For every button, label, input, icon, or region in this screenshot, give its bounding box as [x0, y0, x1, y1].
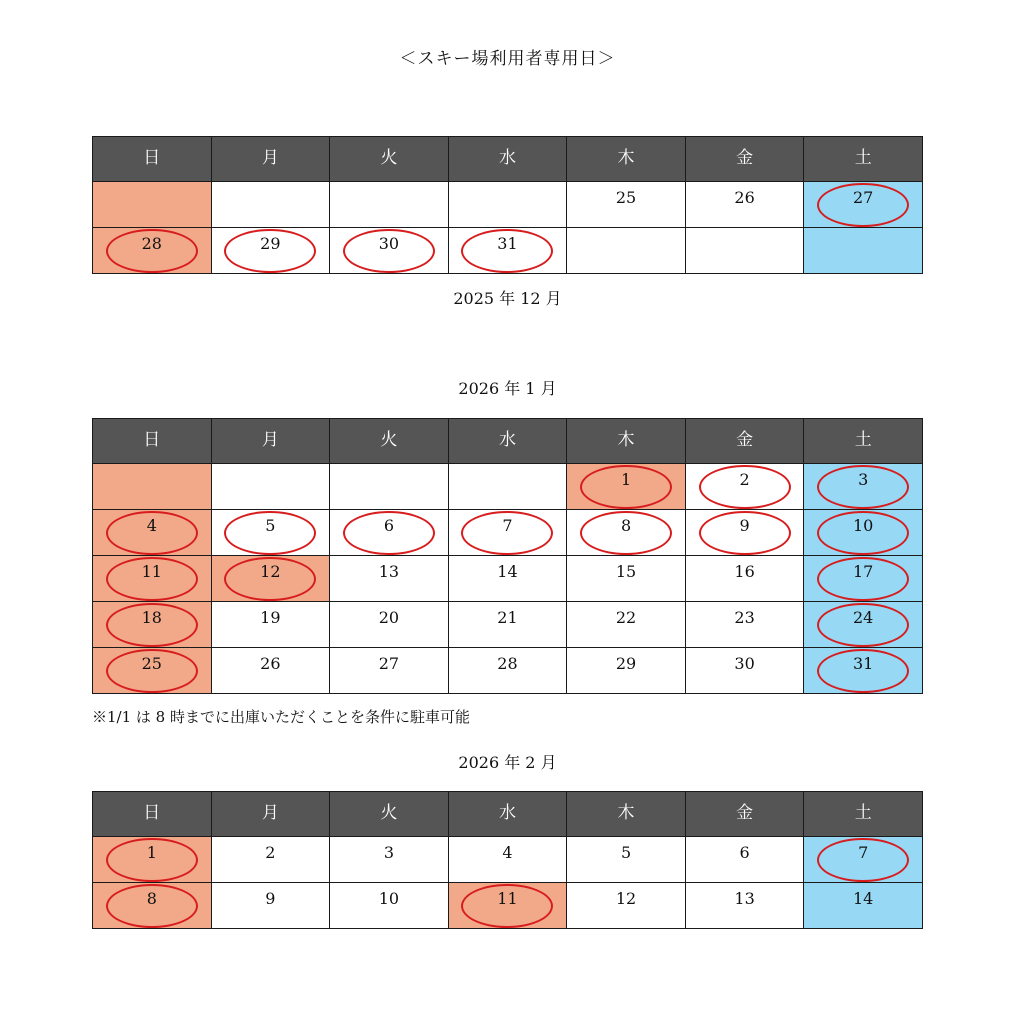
day-number: 31 — [853, 654, 874, 673]
day-number: 21 — [497, 608, 518, 627]
parking-note: ※1/1 は 8 時までに出庫いただくことを条件に駐車可能 — [92, 708, 470, 726]
day-number: 2 — [265, 843, 276, 862]
day-cell — [211, 648, 330, 694]
day-number: 9 — [265, 889, 276, 908]
day-cell — [448, 648, 567, 694]
day-number: 8 — [620, 516, 632, 535]
day-cell — [330, 602, 449, 648]
day-number: 20 — [378, 608, 400, 627]
day-number: 1 — [620, 470, 632, 489]
day-cell — [211, 602, 330, 648]
day-cell — [685, 837, 804, 883]
day-number: 10 — [378, 889, 400, 908]
day-cell — [448, 556, 567, 602]
week-row — [93, 228, 923, 274]
day-cell — [567, 602, 686, 648]
empty-cell — [93, 182, 212, 228]
day-number: 6 — [383, 516, 394, 535]
day-number: 10 — [853, 516, 874, 535]
day-cell — [804, 510, 923, 556]
day-cell — [685, 182, 804, 228]
weekday-header: 土 — [804, 137, 923, 182]
day-number: 29 — [615, 654, 637, 673]
day-number: 5 — [620, 843, 632, 862]
day-cell — [93, 228, 212, 274]
day-number: 7 — [858, 843, 869, 862]
day-number: 3 — [383, 843, 394, 862]
day-number: 1 — [146, 843, 157, 862]
day-cell — [685, 648, 804, 694]
weekday-header: 木 — [567, 419, 686, 464]
day-number: 4 — [502, 843, 513, 862]
day-number: 30 — [378, 234, 400, 253]
day-number: 14 — [497, 562, 518, 581]
empty-cell — [211, 182, 330, 228]
day-number: 5 — [265, 516, 276, 535]
day-cell — [804, 837, 923, 883]
weekday-header: 火 — [330, 419, 449, 464]
weekday-header: 日 — [93, 792, 212, 837]
day-cell — [211, 228, 330, 274]
day-number: 12 — [260, 562, 281, 581]
weekday-header: 金 — [685, 792, 804, 837]
weekday-header: 金 — [685, 419, 804, 464]
week-row — [93, 510, 923, 556]
day-number: 17 — [853, 562, 874, 581]
empty-cell — [448, 464, 567, 510]
day-cell — [804, 464, 923, 510]
day-number: 3 — [858, 470, 869, 489]
weekday-header: 日 — [93, 419, 212, 464]
day-cell — [93, 602, 212, 648]
day-number: 31 — [497, 234, 518, 253]
day-cell — [330, 883, 449, 929]
day-number: 15 — [615, 562, 637, 581]
day-number: 25 — [141, 654, 162, 673]
day-cell — [448, 602, 567, 648]
day-cell — [330, 510, 449, 556]
week-row — [93, 182, 923, 228]
empty-cell — [448, 182, 567, 228]
day-number: 25 — [615, 188, 637, 207]
day-number: 29 — [260, 234, 281, 253]
day-cell — [804, 556, 923, 602]
day-cell — [448, 883, 567, 929]
day-cell — [448, 510, 567, 556]
weekday-header: 火 — [330, 137, 449, 182]
day-cell — [804, 602, 923, 648]
caption-january-2026: 2026 年 1 月 — [458, 379, 557, 398]
calendar-december-2025 — [92, 136, 923, 274]
day-number: 27 — [378, 654, 400, 673]
calendar-february-2026 — [92, 791, 923, 929]
page-title: ＜スキー場利用者専用日＞ — [399, 49, 616, 69]
weekday-header: 月 — [211, 137, 330, 182]
day-number: 14 — [853, 889, 874, 908]
weekday-header: 月 — [211, 792, 330, 837]
weekday-header: 土 — [804, 792, 923, 837]
day-cell — [93, 837, 212, 883]
weekday-header-row — [93, 137, 923, 182]
day-number: 9 — [739, 516, 750, 535]
day-cell — [685, 510, 804, 556]
day-number: 13 — [378, 562, 400, 581]
day-number: 30 — [734, 654, 755, 673]
day-number: 18 — [141, 608, 162, 627]
day-cell — [93, 883, 212, 929]
week-row — [93, 883, 923, 929]
empty-cell — [330, 182, 449, 228]
weekday-header: 月 — [211, 419, 330, 464]
week-row — [93, 648, 923, 694]
day-cell — [567, 883, 686, 929]
day-number: 23 — [734, 608, 755, 627]
weekday-header: 木 — [567, 137, 686, 182]
weekday-header-row — [93, 792, 923, 837]
weekday-header: 日 — [93, 137, 212, 182]
weekday-header: 火 — [330, 792, 449, 837]
day-number: 26 — [734, 188, 755, 207]
caption-february-2026: 2026 年 2 月 — [458, 753, 557, 772]
week-row — [93, 602, 923, 648]
day-number: 27 — [853, 188, 874, 207]
day-number: 16 — [734, 562, 755, 581]
day-cell — [567, 510, 686, 556]
day-cell — [448, 228, 567, 274]
weekday-header: 土 — [804, 419, 923, 464]
day-cell — [448, 837, 567, 883]
day-cell — [330, 556, 449, 602]
day-cell — [211, 883, 330, 929]
calendar-january-2026 — [92, 418, 923, 694]
day-number: 7 — [502, 516, 513, 535]
day-cell — [804, 883, 923, 929]
day-cell — [211, 556, 330, 602]
day-cell — [211, 837, 330, 883]
day-number: 2 — [739, 470, 750, 489]
day-cell — [685, 883, 804, 929]
day-cell — [567, 648, 686, 694]
empty-cell — [685, 228, 804, 274]
day-number: 6 — [739, 843, 750, 862]
empty-cell — [804, 228, 923, 274]
day-number: 19 — [260, 608, 281, 627]
day-cell — [93, 648, 212, 694]
day-cell — [93, 510, 212, 556]
week-row — [93, 837, 923, 883]
day-cell — [685, 556, 804, 602]
day-cell — [330, 648, 449, 694]
day-cell — [93, 556, 212, 602]
empty-cell — [211, 464, 330, 510]
empty-cell — [93, 464, 212, 510]
day-number: 28 — [497, 654, 518, 673]
day-cell — [804, 182, 923, 228]
day-cell — [567, 464, 686, 510]
day-cell — [567, 837, 686, 883]
day-cell — [804, 648, 923, 694]
empty-cell — [567, 228, 686, 274]
day-cell — [567, 556, 686, 602]
week-row — [93, 556, 923, 602]
day-cell — [211, 510, 330, 556]
day-number: 8 — [146, 889, 157, 908]
day-number: 13 — [734, 889, 755, 908]
day-number: 12 — [615, 889, 637, 908]
weekday-header: 金 — [685, 137, 804, 182]
weekday-header: 木 — [567, 792, 686, 837]
day-cell — [330, 228, 449, 274]
day-number: 22 — [615, 608, 637, 627]
weekday-header-row — [93, 419, 923, 464]
day-cell — [685, 602, 804, 648]
weekday-header: 水 — [448, 419, 567, 464]
weekday-header: 水 — [448, 137, 567, 182]
week-row — [93, 464, 923, 510]
empty-cell — [330, 464, 449, 510]
day-number: 4 — [146, 516, 157, 535]
day-number: 11 — [141, 562, 162, 581]
day-number: 11 — [497, 889, 518, 908]
day-number: 28 — [141, 234, 162, 253]
caption-december-2025: 2025 年 12 月 — [453, 289, 562, 308]
day-cell — [567, 182, 686, 228]
day-number: 26 — [260, 654, 281, 673]
day-cell — [685, 464, 804, 510]
day-cell — [330, 837, 449, 883]
day-number: 24 — [853, 608, 874, 627]
weekday-header: 水 — [448, 792, 567, 837]
